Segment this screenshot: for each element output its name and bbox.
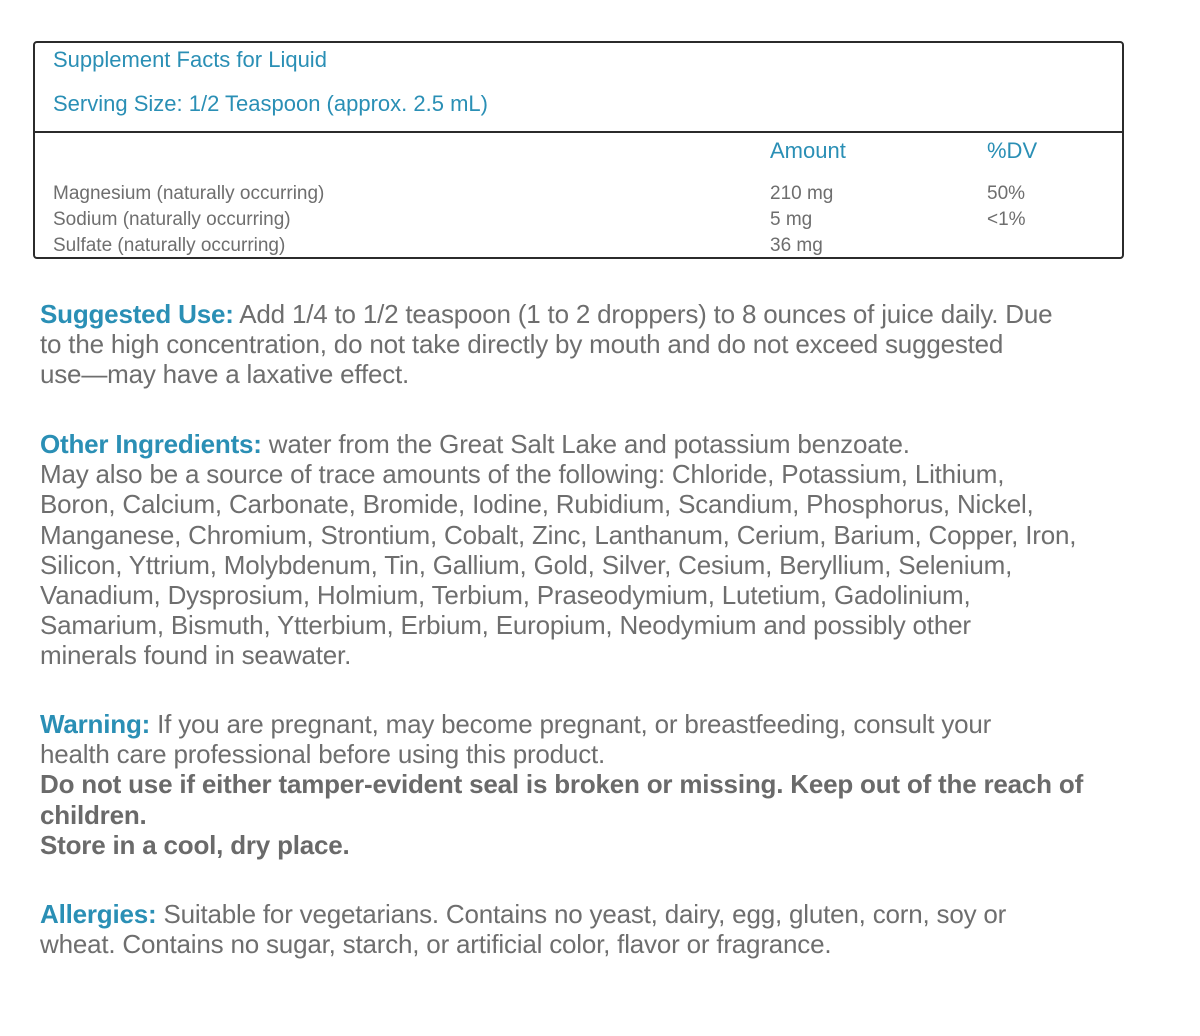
nutrient-row-magnesium [35, 183, 1122, 209]
allergies-line-1 [40, 899, 1140, 929]
warning-line-2: health care professional before using this product. [40, 739, 606, 770]
amount-column-header: Amount [770, 138, 846, 163]
warning-line-1 [40, 709, 1140, 739]
nutrient-amount: 36 mg [770, 235, 823, 256]
dv-column-header: %DV [987, 138, 1038, 163]
allergies-label: Allergies: [40, 899, 157, 929]
nutrient-row-sodium [35, 209, 1122, 235]
supplement-facts-panel [33, 41, 1124, 259]
other-ingredients-line-1 [40, 429, 1140, 459]
other-ingredients-section [40, 429, 1140, 671]
nutrient-row-sulfate [35, 235, 1122, 259]
allergies-section [40, 899, 1140, 959]
allergies-text: Suitable for vegetarians. Contains no yeast, dairy, egg, gluten, corn, soy or [156, 899, 1007, 929]
other-ingredients-text: water from the Great Salt Lake and potassium benzoate. [261, 429, 910, 459]
suggested-use-label: Suggested Use: [40, 299, 234, 329]
nutrient-name: Sodium (naturally occurring) [53, 209, 291, 230]
nutrient-amount: 5 mg [770, 209, 813, 230]
tamper-warning-line-2: children. [40, 799, 147, 830]
other-ingredients-line-4: Manganese, Chromium, Strontium, Cobalt, Zinc, Lanthanum, Cerium, Barium, Copper, Iron, [40, 519, 1077, 550]
nutrient-amount: 210 mg [770, 183, 834, 204]
storage-instruction: Store in a cool, dry place. [40, 829, 350, 860]
nutrient-name: Sulfate (naturally occurring) [53, 235, 286, 256]
facts-title: Supplement Facts for Liquid [53, 47, 327, 72]
other-ingredients-line-5: Silicon, Yttrium, Molybdenum, Tin, Gallium, Gold, Silver, Cesium, Beryllium, Selenium, [40, 549, 1013, 580]
suggested-use-line-1 [40, 299, 1140, 329]
warning-text: If you are pregnant, may become pregnant, or breastfeeding, consult your [150, 709, 992, 739]
suggested-use-section [40, 299, 1140, 390]
tamper-warning-line-1: Do not use if either tamper-evident seal is broken or missing. Keep out of the reach of [40, 769, 1084, 800]
nutrient-name: Magnesium (naturally occurring) [53, 183, 325, 204]
warning-section [40, 709, 1140, 860]
nutrient-dv: 50% [987, 183, 1026, 204]
other-ingredients-line-2: May also be a source of trace amounts of the following: Chloride, Potassium, Lithium, [40, 459, 1005, 490]
suggested-use-line-3: use—may have a laxative effect. [40, 359, 410, 390]
other-ingredients-line-6: Vanadium, Dysprosium, Holmium, Terbium, Praseodymium, Lutetium, Gadolinium, [40, 580, 971, 611]
nutrient-dv: <1% [987, 209, 1026, 230]
allergies-line-2: wheat. Contains no sugar, starch, or artificial color, flavor or fragrance. [40, 929, 832, 960]
other-ingredients-line-3: Boron, Calcium, Carbonate, Bromide, Iodine, Rubidium, Scandium, Phosphorus, Nickel, [40, 489, 1034, 520]
warning-label: Warning: [40, 709, 151, 739]
serving-size: Serving Size: 1/2 Teaspoon (approx. 2.5 mL) [53, 91, 488, 116]
other-ingredients-label: Other Ingredients: [40, 429, 262, 459]
other-ingredients-line-8: minerals found in seawater. [40, 640, 352, 671]
other-ingredients-line-7: Samarium, Bismuth, Ytterbium, Erbium, Europium, Neodymium and possibly other [40, 610, 971, 641]
suggested-use-text: Add 1/4 to 1/2 teaspoon (1 to 2 droppers) to 8 ounces of juice daily. Due [233, 299, 1053, 329]
suggested-use-line-2: to the high concentration, do not take directly by mouth and do not exceed suggested [40, 329, 1004, 360]
